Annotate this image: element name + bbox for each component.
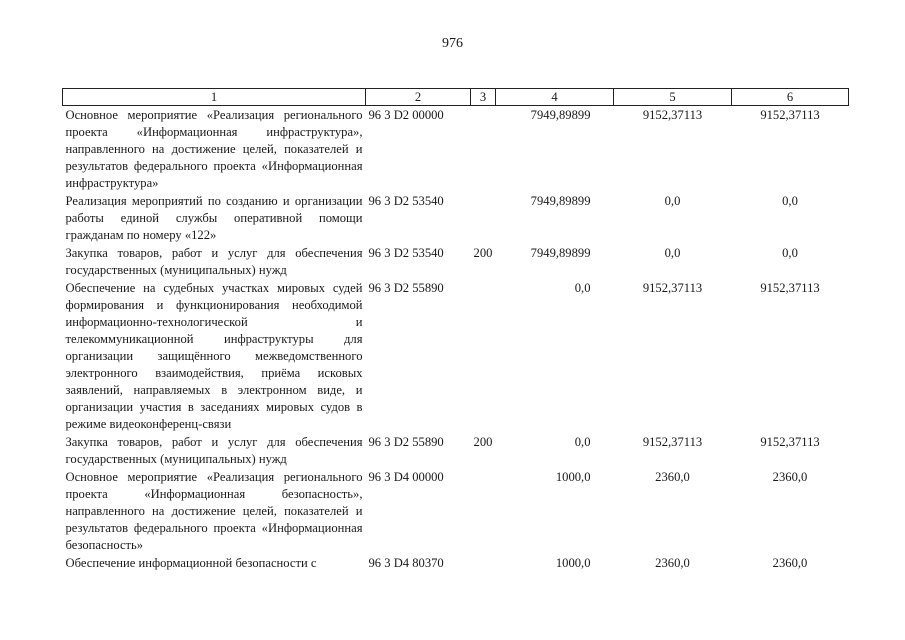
row-name: Обеспечение на судебных участках мировых судей формирования и функционирования необходимой информационно-технологической и телекоммуникационной инфраструктуры для организации защищённого межведомственного электронного взаимодействия, приёма исковых заявлений, направляемых в электронном виде, и организации участия в заседаниях мировых судов в режиме видеоконференц-связи [65, 281, 363, 431]
row-code: 96 3 D2 00000 [368, 108, 444, 122]
table-row [63, 554, 849, 572]
row-amount-year2: 2360,0 [655, 556, 690, 570]
col-header-type: 3 [471, 89, 496, 106]
row-expense-type [471, 554, 496, 572]
row-code: 96 3 D2 53540 [368, 246, 444, 260]
table-row [63, 468, 849, 554]
row-name: Основное мероприятие «Реализация регионального проекта «Информационная инфраструктура», направленного на достижение целей, показателей и результатов федерального проекта «Информационная инфраструктура» [65, 108, 363, 190]
row-amount-year3: 9152,37113 [760, 281, 820, 295]
row-name: Основное мероприятие «Реализация регионального проекта «Информационная безопасность», направленного на достижение целей, показателей и результатов федерального проекта «Информационная безопасность» [65, 470, 363, 552]
col-header-name: 1 [63, 89, 366, 106]
row-name: Закупка товаров, работ и услуг для обеспечения государственных (муниципальных) нужд [65, 435, 363, 466]
col-header-year3: 6 [732, 89, 849, 106]
page-number: 976 [442, 36, 463, 51]
row-amount-year2: 9152,37113 [642, 435, 703, 449]
row-expense-type: 200 [473, 246, 493, 260]
col-header-year1: 4 [496, 89, 614, 106]
col-header-code: 2 [366, 89, 471, 106]
row-amount-year3: 2360,0 [772, 470, 808, 484]
row-expense-type [471, 468, 496, 554]
table-row [63, 106, 849, 193]
col-header-year2: 5 [614, 89, 732, 106]
row-code: 96 3 D4 80370 [368, 556, 444, 570]
row-name: Реализация мероприятий по созданию и организации работы единой службы оперативной помощи гражданам по номеру «122» [65, 194, 363, 242]
row-amount-year2: 9152,37113 [642, 281, 703, 295]
row-amount-year1: 1000,0 [555, 556, 591, 570]
row-code: 96 3 D4 00000 [368, 470, 444, 484]
row-amount-year3: 0,0 [782, 246, 798, 260]
budget-table [62, 88, 849, 572]
row-amount-year1: 0,0 [574, 281, 591, 295]
row-amount-year3: 9152,37113 [760, 435, 820, 449]
row-code: 96 3 D2 55890 [368, 435, 444, 449]
row-amount-year1: 0,0 [574, 435, 591, 449]
row-expense-type [471, 279, 496, 433]
row-amount-year1: 1000,0 [555, 470, 591, 484]
row-expense-type [471, 192, 496, 244]
row-name: Обеспечение информационной безопасности с [65, 556, 317, 570]
table-row [63, 279, 849, 433]
row-amount-year3: 9152,37113 [760, 108, 820, 122]
row-code: 96 3 D2 55890 [368, 281, 444, 295]
row-amount-year1: 7949,89899 [530, 194, 591, 208]
table-row [63, 433, 849, 468]
row-amount-year2: 2360,0 [655, 470, 690, 484]
header-row [63, 89, 849, 106]
row-amount-year2: 9152,37113 [642, 108, 703, 122]
row-amount-year3: 2360,0 [772, 556, 808, 570]
row-name: Закупка товаров, работ и услуг для обеспечения государственных (муниципальных) нужд [65, 246, 363, 277]
row-amount-year2: 0,0 [664, 246, 681, 260]
row-code: 96 3 D2 53540 [368, 194, 444, 208]
row-amount-year1: 7949,89899 [530, 108, 591, 122]
table-row [63, 244, 849, 279]
row-amount-year3: 0,0 [782, 194, 798, 208]
row-amount-year2: 0,0 [664, 194, 681, 208]
row-amount-year1: 7949,89899 [530, 246, 591, 260]
row-expense-type [471, 106, 496, 193]
table-row [63, 192, 849, 244]
row-expense-type: 200 [473, 435, 493, 449]
